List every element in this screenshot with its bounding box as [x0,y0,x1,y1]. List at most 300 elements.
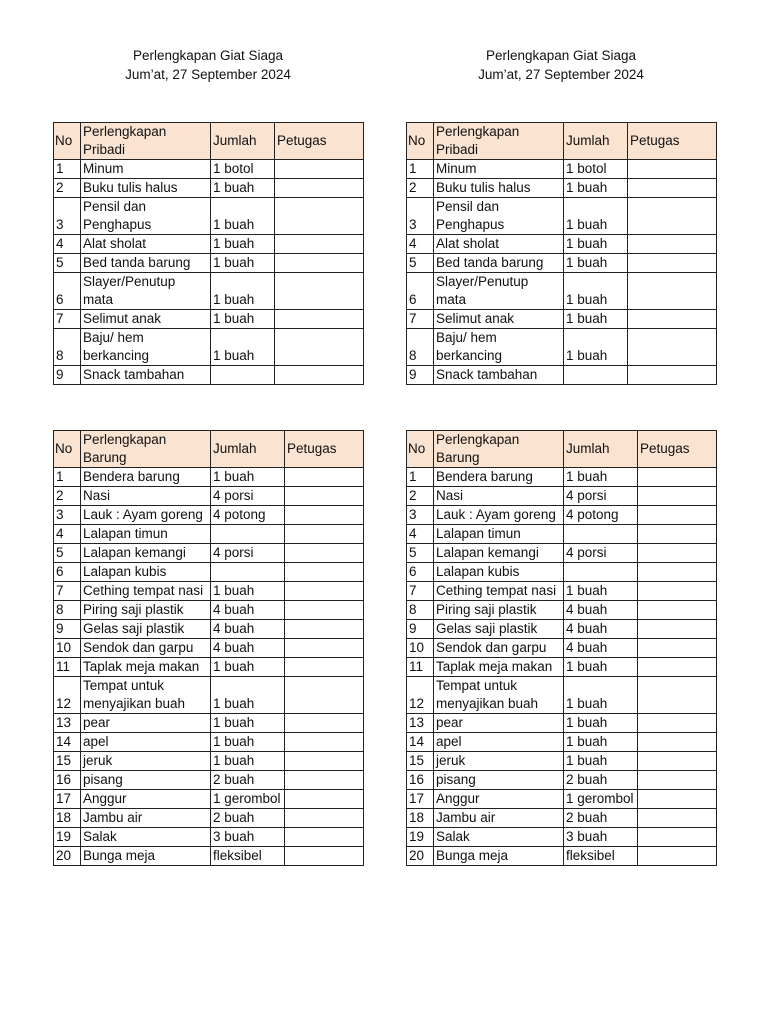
cell-item: Gelas saji plastik [434,620,564,639]
cell-qty: 1 buah [211,733,285,752]
cell-staff [638,809,717,828]
cell-item: Taplak meja makan [434,658,564,677]
cell-qty: 4 buah [211,620,285,639]
cell-qty: 1 buah [564,752,638,771]
cell-item: Tempat untuk menyajikan buah [81,677,211,714]
cell-no: 3 [407,506,434,525]
table-row [407,733,717,752]
cell-qty: 3 buah [564,828,638,847]
table-row [407,639,717,658]
cell-item: apel [81,733,211,752]
table-row [407,487,717,506]
cell-staff [628,366,717,385]
cell-no: 20 [407,847,434,866]
cell-qty [211,525,285,544]
cell-no: 9 [407,620,434,639]
cell-no: 10 [407,639,434,658]
cell-qty: 1 buah [564,273,628,310]
cell-qty: 1 buah [564,582,638,601]
cell-staff [275,310,364,329]
cell-staff [285,658,364,677]
cell-qty: 3 buah [211,828,285,847]
table-row [407,752,717,771]
cell-no: 16 [407,771,434,790]
table-row [54,366,364,385]
cell-qty: 2 buah [564,809,638,828]
cell-qty: 1 buah [564,235,628,254]
cell-qty: 4 buah [211,601,285,620]
header-qty: Jumlah [564,123,628,160]
cell-qty: 2 buah [211,809,285,828]
cell-no: 8 [407,601,434,620]
cell-no: 8 [54,601,81,620]
cell-item: Bed tanda barung [434,254,564,273]
cell-staff [285,828,364,847]
cell-staff [285,847,364,866]
cell-qty: 1 buah [211,310,275,329]
table-row [407,254,717,273]
cell-no: 2 [54,179,81,198]
cell-item: pisang [81,771,211,790]
cell-qty: 4 buah [211,639,285,658]
cell-staff [285,468,364,487]
table-row [54,235,364,254]
cell-no: 7 [54,582,81,601]
cell-qty: 1 buah [564,677,638,714]
cell-no: 17 [407,790,434,809]
cell-item: pear [81,714,211,733]
cell-qty: 4 porsi [564,544,638,563]
table-header-row [407,123,717,160]
cell-no: 3 [407,198,434,235]
cell-no: 4 [407,525,434,544]
document-title: Perlengkapan Giat Siaga [485,48,637,63]
table-row [407,273,717,310]
cell-qty: 1 buah [211,714,285,733]
cell-staff [285,544,364,563]
cell-no: 1 [407,468,434,487]
cell-item: Jambu air [434,809,564,828]
cell-staff [285,771,364,790]
table-row [407,847,717,866]
table-row [407,235,717,254]
cell-no: 5 [54,544,81,563]
table-row [54,506,364,525]
cell-staff [275,198,364,235]
table-row [54,160,364,179]
cell-item: Buku tulis halus [81,179,211,198]
cell-staff [638,563,717,582]
cell-staff [638,582,717,601]
table-row [54,847,364,866]
cell-qty: 4 potong [564,506,638,525]
cell-staff [628,310,717,329]
document-date: Jum’at, 27 September 2024 [478,67,644,82]
cell-staff [638,620,717,639]
table-row [407,828,717,847]
header-item: Perlengkapan Pribadi [81,123,211,160]
cell-qty: 4 buah [564,620,638,639]
table-header-row [54,123,364,160]
table-row [407,771,717,790]
cell-item: Baju/ hem berkancing [434,329,564,366]
cell-item: Snack tambahan [81,366,211,385]
cell-staff [285,639,364,658]
table-row [407,179,717,198]
cell-no: 4 [54,525,81,544]
cell-qty: 4 porsi [564,487,638,506]
table-row [54,468,364,487]
cell-item: Baju/ hem berkancing [81,329,211,366]
cell-item: Bunga meja [434,847,564,866]
cell-item: pear [434,714,564,733]
cell-qty: 4 buah [564,639,638,658]
cell-item: Bunga meja [81,847,211,866]
cell-no: 9 [407,366,434,385]
cell-qty: 1 buah [211,658,285,677]
header-no: No [407,123,434,160]
cell-no: 8 [54,329,81,366]
cell-item: Cething tempat nasi [434,582,564,601]
cell-qty: 4 potong [211,506,285,525]
cell-staff [638,752,717,771]
table-row [54,544,364,563]
cell-staff [638,639,717,658]
cell-staff [275,179,364,198]
cell-item: Alat sholat [81,235,211,254]
table-row [407,790,717,809]
cell-qty: 1 buah [564,310,628,329]
cell-item: Pensil dan Penghapus [434,198,564,235]
cell-staff [638,847,717,866]
cell-qty: 1 buah [564,329,628,366]
cell-qty: 4 buah [564,601,638,620]
cell-no: 14 [407,733,434,752]
cell-qty: 1 buah [564,468,638,487]
table-row [54,198,364,235]
cell-staff [638,468,717,487]
cell-item: Nasi [434,487,564,506]
cell-staff [638,790,717,809]
document-date: Jum’at, 27 September 2024 [125,67,291,82]
cell-no: 4 [54,235,81,254]
table-row [407,310,717,329]
cell-staff [628,179,717,198]
cell-item: Selimut anak [434,310,564,329]
cell-qty: 1 buah [211,179,275,198]
cell-no: 8 [407,329,434,366]
cell-staff [275,254,364,273]
cell-no: 18 [407,809,434,828]
cell-qty: 1 buah [211,198,275,235]
cell-no: 13 [54,714,81,733]
cell-qty: 1 buah [211,677,285,714]
cell-item: Nasi [81,487,211,506]
table-row [407,198,717,235]
cell-item: Pensil dan Penghapus [81,198,211,235]
header-item: Perlengkapan Pribadi [434,123,564,160]
cell-item: Slayer/Penutup mata [434,273,564,310]
cell-qty: 1 gerombol [564,790,638,809]
table-row [54,601,364,620]
header-item: Perlengkapan Barung [81,431,211,468]
table-row [407,714,717,733]
table-row [54,639,364,658]
personal-equipment-table [53,122,364,385]
cell-no: 11 [407,658,434,677]
table-row [54,254,364,273]
cell-staff [285,677,364,714]
cell-no: 18 [54,809,81,828]
group-equipment-table [406,430,717,866]
header-staff: Petugas [638,431,717,468]
cell-staff [628,273,717,310]
cell-qty: 1 buah [564,179,628,198]
table-row [54,658,364,677]
header-qty: Jumlah [211,123,275,160]
cell-qty: 4 porsi [211,544,285,563]
cell-staff [285,733,364,752]
cell-no: 7 [407,310,434,329]
cell-item: Minum [434,160,564,179]
cell-no: 14 [54,733,81,752]
cell-item: apel [434,733,564,752]
cell-item: Buku tulis halus [434,179,564,198]
table-row [407,468,717,487]
cell-item: Selimut anak [81,310,211,329]
table-row [54,714,364,733]
cell-item: Salak [81,828,211,847]
cell-qty: 1 buah [564,254,628,273]
table-row [407,506,717,525]
cell-no: 12 [54,677,81,714]
table-row [54,809,364,828]
cell-qty: 1 botol [211,160,275,179]
cell-item: Salak [434,828,564,847]
cell-staff [275,235,364,254]
cell-staff [638,733,717,752]
cell-staff [275,329,364,366]
cell-item: Alat sholat [434,235,564,254]
cell-no: 2 [54,487,81,506]
cell-item: Snack tambahan [434,366,564,385]
cell-staff [638,525,717,544]
table-row [54,752,364,771]
cell-item: Bendera barung [81,468,211,487]
cell-item: Lalapan kemangi [81,544,211,563]
cell-item: Lalapan timun [81,525,211,544]
cell-staff [275,273,364,310]
cell-qty: 1 buah [211,468,285,487]
header-no: No [407,431,434,468]
cell-item: Lalapan kemangi [434,544,564,563]
cell-no: 4 [407,235,434,254]
cell-no: 6 [407,563,434,582]
cell-no: 1 [54,160,81,179]
table-row [54,329,364,366]
cell-staff [628,329,717,366]
table-row [54,487,364,506]
table-row [407,677,717,714]
group-equipment-table [53,430,364,866]
cell-staff [638,601,717,620]
table-row [407,563,717,582]
cell-qty: 2 buah [211,771,285,790]
cell-no: 6 [407,273,434,310]
cell-item: Cething tempat nasi [81,582,211,601]
cell-staff [628,160,717,179]
cell-item: Sendok dan garpu [81,639,211,658]
table-row [54,563,364,582]
table-row [54,620,364,639]
cell-item: Sendok dan garpu [434,639,564,658]
table-header-row [54,431,364,468]
cell-staff [285,487,364,506]
cell-no: 1 [54,468,81,487]
cell-item: Minum [81,160,211,179]
cell-staff [628,198,717,235]
cell-staff [638,487,717,506]
cell-item: Anggur [434,790,564,809]
cell-staff [638,506,717,525]
cell-no: 2 [407,179,434,198]
header-staff: Petugas [275,123,364,160]
cell-no: 17 [54,790,81,809]
header-staff: Petugas [285,431,364,468]
table-row [54,733,364,752]
table-row [54,828,364,847]
table-row [54,310,364,329]
table-row [407,601,717,620]
table-row [54,771,364,790]
cell-item: Piring saji plastik [434,601,564,620]
cell-staff [285,752,364,771]
cell-qty: 1 buah [211,752,285,771]
cell-staff [638,544,717,563]
table-row [54,790,364,809]
cell-qty: fleksibel [211,847,285,866]
cell-item: jeruk [81,752,211,771]
cell-item: Bendera barung [434,468,564,487]
cell-staff [275,366,364,385]
cell-item: Bed tanda barung [81,254,211,273]
cell-item: Anggur [81,790,211,809]
table-row [407,366,717,385]
cell-qty: 1 buah [211,273,275,310]
cell-no: 5 [407,544,434,563]
cell-item: Tempat untuk menyajikan buah [434,677,564,714]
cell-qty: 1 buah [564,714,638,733]
cell-qty [211,563,285,582]
cell-no: 3 [54,506,81,525]
personal-equipment-table [406,122,717,385]
cell-staff [638,677,717,714]
cell-staff [285,714,364,733]
cell-qty: 1 buah [564,658,638,677]
table-row [407,658,717,677]
cell-staff [285,582,364,601]
cell-staff [638,658,717,677]
header-qty: Jumlah [564,431,638,468]
table-row [407,160,717,179]
header-item: Perlengkapan Barung [434,431,564,468]
cell-qty: 1 botol [564,160,628,179]
cell-item: Lalapan kubis [81,563,211,582]
cell-no: 20 [54,847,81,866]
cell-no: 19 [54,828,81,847]
cell-no: 11 [54,658,81,677]
cell-item: Taplak meja makan [81,658,211,677]
cell-staff [638,771,717,790]
cell-item: pisang [434,771,564,790]
cell-no: 6 [54,273,81,310]
cell-item: Slayer/Penutup mata [81,273,211,310]
cell-no: 1 [407,160,434,179]
header-no: No [54,431,81,468]
cell-no: 19 [407,828,434,847]
cell-item: Lalapan timun [434,525,564,544]
cell-item: Lauk : Ayam goreng [81,506,211,525]
cell-no: 6 [54,563,81,582]
cell-qty: fleksibel [564,847,638,866]
cell-no: 2 [407,487,434,506]
cell-staff [285,620,364,639]
table-row [54,582,364,601]
cell-qty [564,563,638,582]
cell-item: Gelas saji plastik [81,620,211,639]
cell-qty: 1 buah [564,198,628,235]
cell-qty [564,366,628,385]
cell-item: jeruk [434,752,564,771]
cell-no: 7 [54,310,81,329]
table-header-row [407,431,717,468]
table-row [407,525,717,544]
cell-staff [285,601,364,620]
table-row [54,273,364,310]
table-row [407,809,717,828]
cell-qty: 1 gerombol [211,790,285,809]
cell-qty: 1 buah [211,582,285,601]
cell-no: 9 [54,366,81,385]
table-row [54,525,364,544]
cell-staff [638,828,717,847]
table-row [407,582,717,601]
cell-staff [285,790,364,809]
cell-item: Piring saji plastik [81,601,211,620]
cell-qty: 2 buah [564,771,638,790]
document-title: Perlengkapan Giat Siaga [132,48,284,63]
document-heading [53,46,363,84]
table-row [54,677,364,714]
document-heading [406,46,716,84]
cell-no: 15 [407,752,434,771]
cell-no: 10 [54,639,81,658]
table-row [407,329,717,366]
cell-qty: 1 buah [564,733,638,752]
cell-staff [285,563,364,582]
cell-qty: 1 buah [211,235,275,254]
header-no: No [54,123,81,160]
cell-no: 5 [407,254,434,273]
table-row [54,179,364,198]
cell-staff [285,525,364,544]
cell-qty: 1 buah [211,254,275,273]
cell-no: 5 [54,254,81,273]
cell-qty: 4 porsi [211,487,285,506]
cell-staff [275,160,364,179]
cell-staff [628,254,717,273]
cell-item: Lalapan kubis [434,563,564,582]
